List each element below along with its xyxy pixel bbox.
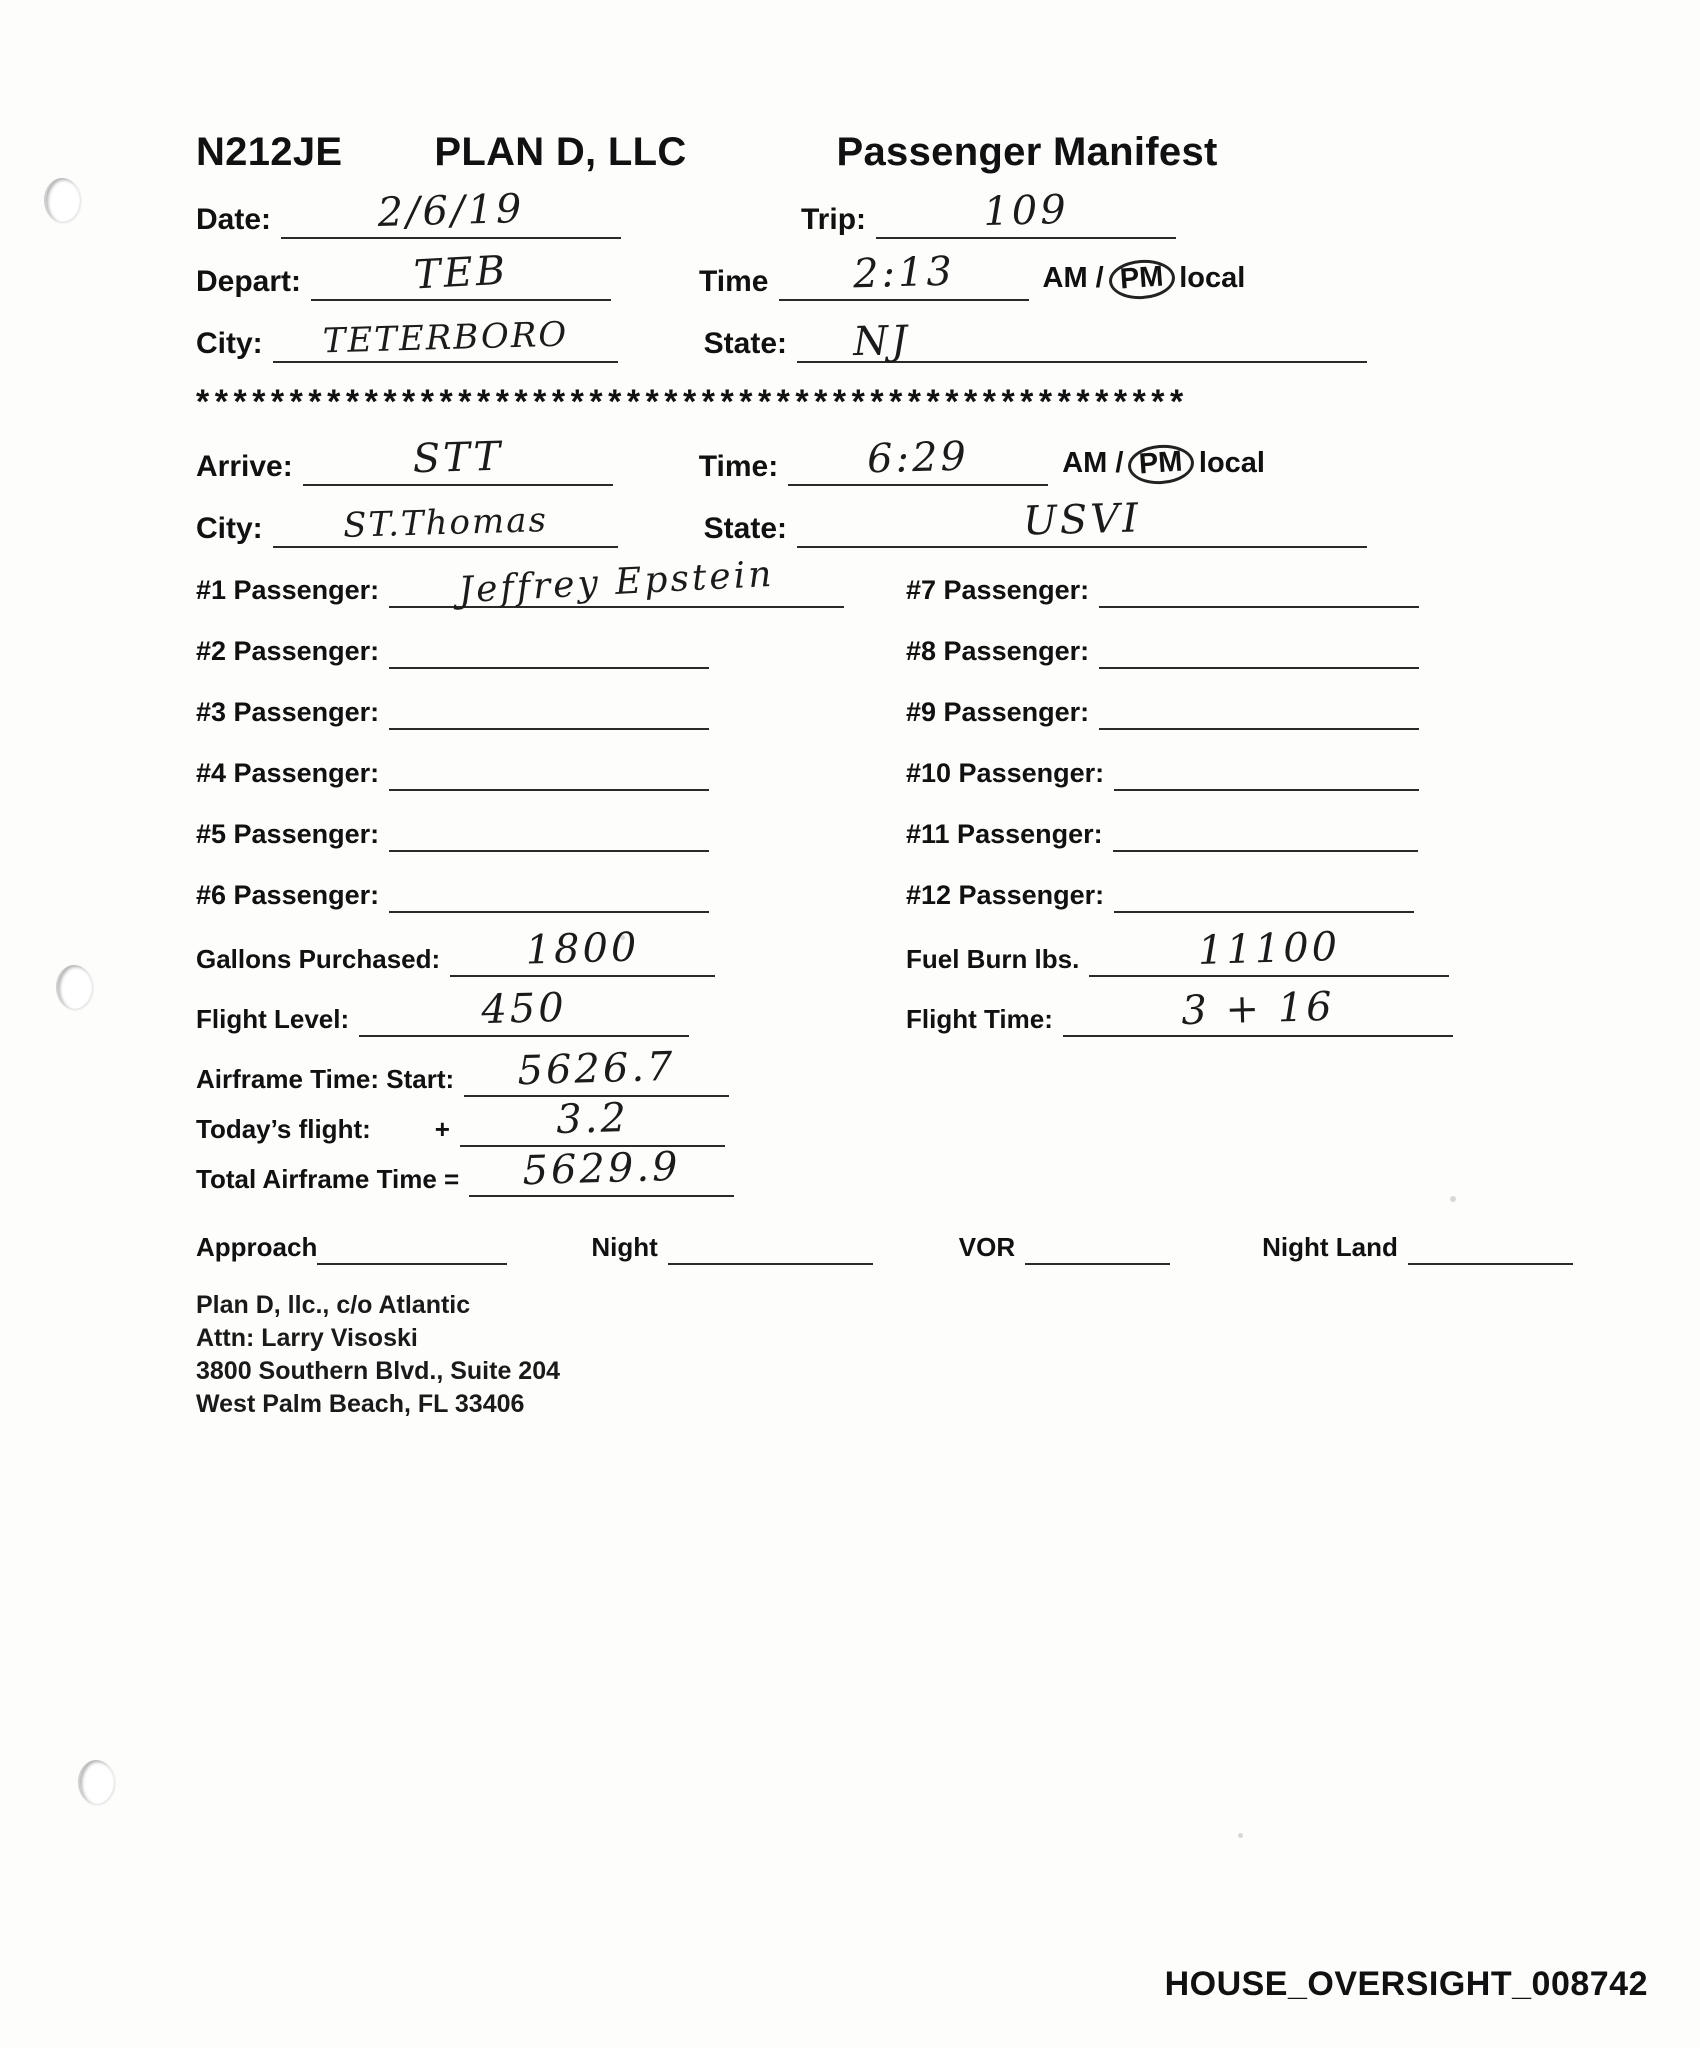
star-divider: *****************************************************	[196, 383, 1189, 421]
passenger-10-value	[1114, 782, 1419, 791]
depart-state-value: NJ	[852, 317, 911, 366]
pm-label-circled: PM	[1107, 258, 1175, 301]
depart-time-label: Time	[699, 265, 769, 298]
passenger-9	[906, 690, 1616, 730]
address-line-4: West Palm Beach, FL 33406	[196, 1390, 525, 1418]
approach-value	[317, 1257, 507, 1262]
flight-level-group	[196, 984, 906, 1037]
todays-flight-value: 3.2	[555, 1094, 630, 1144]
passenger-9-field[interactable]	[1099, 690, 1419, 730]
depart-city-field[interactable]	[273, 314, 618, 363]
return-address	[196, 1289, 1616, 1421]
passenger-2	[196, 629, 906, 669]
depart-time-row	[196, 247, 1616, 301]
passenger-row	[196, 629, 1616, 669]
passenger-row	[196, 873, 1616, 913]
arrive-value: STT	[411, 433, 504, 483]
flight-level-label: Flight Level:	[196, 1004, 350, 1034]
arrive-time-label: Time:	[698, 450, 779, 483]
arrive-time-field[interactable]	[788, 433, 1048, 486]
passenger-4	[196, 751, 906, 791]
passenger-5	[196, 812, 906, 852]
am-label: AM /	[1062, 447, 1124, 479]
passenger-12	[906, 873, 1616, 913]
passenger-11	[906, 812, 1616, 852]
arrive-ampm-group[interactable]	[1062, 445, 1265, 486]
pm-label-circled: PM	[1127, 443, 1195, 486]
passenger-10-field[interactable]	[1114, 751, 1419, 791]
date-trip-row	[196, 185, 1616, 239]
local-label: local	[1179, 262, 1246, 294]
fuel-burn-group	[906, 924, 1449, 977]
passenger-9-value	[1099, 721, 1419, 730]
passenger-2-field[interactable]	[389, 629, 709, 669]
passenger-6	[196, 873, 906, 913]
depart-label: Depart:	[196, 265, 302, 298]
airframe-start-field[interactable]	[464, 1043, 729, 1097]
passenger-8-label: #8 Passenger:	[906, 636, 1090, 666]
passenger-12-label: #12 Passenger:	[906, 880, 1105, 910]
passenger-12-value	[1114, 904, 1414, 912]
flight-time-field[interactable]	[1063, 983, 1453, 1037]
arrive-time-value: 6:29	[866, 433, 970, 483]
bates-number: HOUSE_OVERSIGHT_008742	[1164, 1965, 1648, 2003]
flight-time-value: 3 + 16	[1180, 983, 1336, 1035]
todays-flight-row	[196, 1094, 1616, 1147]
vor-field[interactable]	[1025, 1223, 1170, 1265]
passenger-4-value	[389, 782, 709, 791]
passenger-3	[196, 690, 906, 730]
passenger-5-value	[389, 843, 709, 852]
depart-state-field[interactable]	[797, 317, 1367, 366]
passenger-list	[196, 553, 1616, 913]
punch-hole	[78, 1760, 114, 1804]
company-name: PLAN D, LLC	[434, 130, 687, 174]
trip-field[interactable]	[876, 186, 1176, 239]
depart-state-label: State:	[703, 327, 788, 360]
scan-speck	[1238, 1833, 1243, 1838]
airframe-start-label: Airframe Time: Start:	[196, 1064, 455, 1094]
approach-label: Approach	[196, 1232, 318, 1262]
passenger-2-value	[389, 660, 709, 669]
vor-value	[1025, 1258, 1170, 1262]
passenger-8-value	[1099, 660, 1419, 669]
total-airframe-label: Total Airframe Time =	[196, 1164, 460, 1194]
address-line-1: Plan D, llc., c/o Atlantic	[196, 1291, 471, 1319]
depart-ampm-group[interactable]	[1043, 260, 1246, 301]
am-label: AM /	[1042, 262, 1104, 294]
passenger-6-value	[389, 904, 709, 913]
airframe-start-value: 5626.7	[517, 1043, 677, 1095]
passenger-11-value	[1113, 843, 1418, 852]
depart-city-label: City:	[196, 327, 263, 360]
passenger-1-field[interactable]	[389, 553, 844, 612]
passenger-8-field[interactable]	[1099, 629, 1419, 669]
address-line-2: Attn: Larry Visoski	[196, 1324, 418, 1352]
night-land-field[interactable]	[1408, 1223, 1573, 1265]
total-airframe-value: 5629.9	[522, 1143, 682, 1195]
arrive-state-value: USVI	[1022, 495, 1142, 545]
flight-level-field[interactable]	[359, 984, 689, 1037]
punch-hole	[56, 965, 92, 1009]
passenger-7-value	[1099, 599, 1419, 608]
trip-label: Trip:	[801, 203, 867, 236]
passenger-3-label: #3 Passenger:	[196, 697, 380, 727]
fuel-burn-value: 11100	[1197, 924, 1342, 974]
passenger-1-label: #1 Passenger:	[196, 575, 380, 605]
gallons-purchased-group	[196, 924, 906, 977]
tail-number: N212JE	[196, 130, 343, 174]
night-land-label: Night Land	[1262, 1232, 1398, 1262]
passenger-10-label: #10 Passenger:	[906, 758, 1105, 788]
passenger-11-label: #11 Passenger:	[906, 819, 1103, 849]
approach-field[interactable]	[317, 1223, 507, 1265]
depart-value: TEB	[412, 247, 510, 299]
arrive-label: Arrive:	[196, 450, 293, 483]
passenger-4-field[interactable]	[389, 751, 709, 791]
address-line-3: 3800 Southern Blvd., Suite 204	[196, 1357, 561, 1385]
total-airframe-field[interactable]	[469, 1143, 734, 1197]
total-airframe-row	[196, 1143, 1616, 1197]
arrive-time-row	[196, 433, 1616, 486]
passenger-2-label: #2 Passenger:	[196, 636, 380, 666]
approach-night-row	[196, 1223, 1616, 1265]
passenger-1-value: Jeffrey Epstein	[457, 553, 776, 612]
fuel-burn-label: Fuel Burn lbs.	[906, 944, 1080, 974]
passenger-6-label: #6 Passenger:	[196, 880, 380, 910]
arrive-city-field[interactable]	[273, 500, 618, 548]
passenger-8	[906, 629, 1616, 669]
arrive-state-field[interactable]	[797, 495, 1367, 548]
passenger-row	[196, 751, 1616, 791]
passenger-row	[196, 690, 1616, 730]
night-label: Night	[591, 1232, 658, 1262]
passenger-row	[196, 553, 1616, 612]
arrive-field[interactable]	[303, 433, 613, 486]
form-header	[196, 130, 1616, 175]
punch-hole	[44, 178, 80, 222]
night-land-value	[1408, 1258, 1573, 1263]
passenger-5-label: #5 Passenger:	[196, 819, 380, 849]
flight-row	[196, 983, 1616, 1037]
arrive-state-label: State:	[703, 512, 788, 545]
todays-flight-field[interactable]	[460, 1094, 725, 1147]
passenger-7-label: #7 Passenger:	[906, 575, 1090, 605]
passenger-6-field[interactable]	[389, 873, 709, 913]
night-value	[668, 1257, 873, 1263]
trip-value: 109	[982, 186, 1070, 236]
night-field[interactable]	[668, 1223, 873, 1265]
local-label: local	[1198, 447, 1265, 479]
passenger-row	[196, 812, 1616, 852]
depart-time-field[interactable]	[779, 248, 1029, 301]
flight-level-value: 450	[480, 984, 568, 1034]
flight-time-group	[906, 983, 1453, 1037]
fuel-burn-field[interactable]	[1089, 924, 1449, 977]
manifest-form	[196, 130, 1616, 1421]
arrive-city-state-row	[196, 495, 1616, 548]
passenger-1	[196, 553, 906, 612]
plus-sign: +	[434, 1114, 450, 1144]
passenger-7	[906, 568, 1616, 608]
gallons-purchased-value: 1800	[525, 924, 641, 974]
arrive-city-value: ST.Thomas	[342, 500, 549, 546]
passenger-4-label: #4 Passenger:	[196, 758, 380, 788]
page-title: Passenger Manifest	[836, 130, 1218, 174]
passenger-10	[906, 751, 1616, 791]
depart-time-value: 2:13	[851, 248, 956, 298]
passenger-3-value	[389, 721, 709, 730]
passenger-7-field[interactable]	[1099, 568, 1419, 608]
passenger-3-field[interactable]	[389, 690, 709, 730]
depart-city-state-row	[196, 314, 1616, 366]
date-value: 2/6/19	[377, 185, 526, 237]
airframe-start-row	[196, 1043, 1616, 1097]
vor-label: VOR	[958, 1232, 1016, 1262]
passenger-9-label: #9 Passenger:	[906, 697, 1090, 727]
gallons-purchased-field[interactable]	[450, 924, 715, 977]
passenger-12-field[interactable]	[1114, 873, 1414, 913]
depart-field[interactable]	[311, 247, 611, 301]
date-label: Date:	[196, 203, 272, 236]
gallons-purchased-label: Gallons Purchased:	[196, 944, 441, 974]
depart-city-value: TETERBORO	[321, 314, 569, 362]
fuel-row	[196, 924, 1616, 977]
passenger-11-field[interactable]	[1113, 812, 1418, 852]
date-field[interactable]	[281, 185, 621, 239]
passenger-5-field[interactable]	[389, 812, 709, 852]
todays-flight-label: Today’s flight:	[196, 1114, 371, 1144]
flight-time-label: Flight Time:	[906, 1004, 1053, 1034]
arrive-city-label: City:	[196, 512, 263, 545]
